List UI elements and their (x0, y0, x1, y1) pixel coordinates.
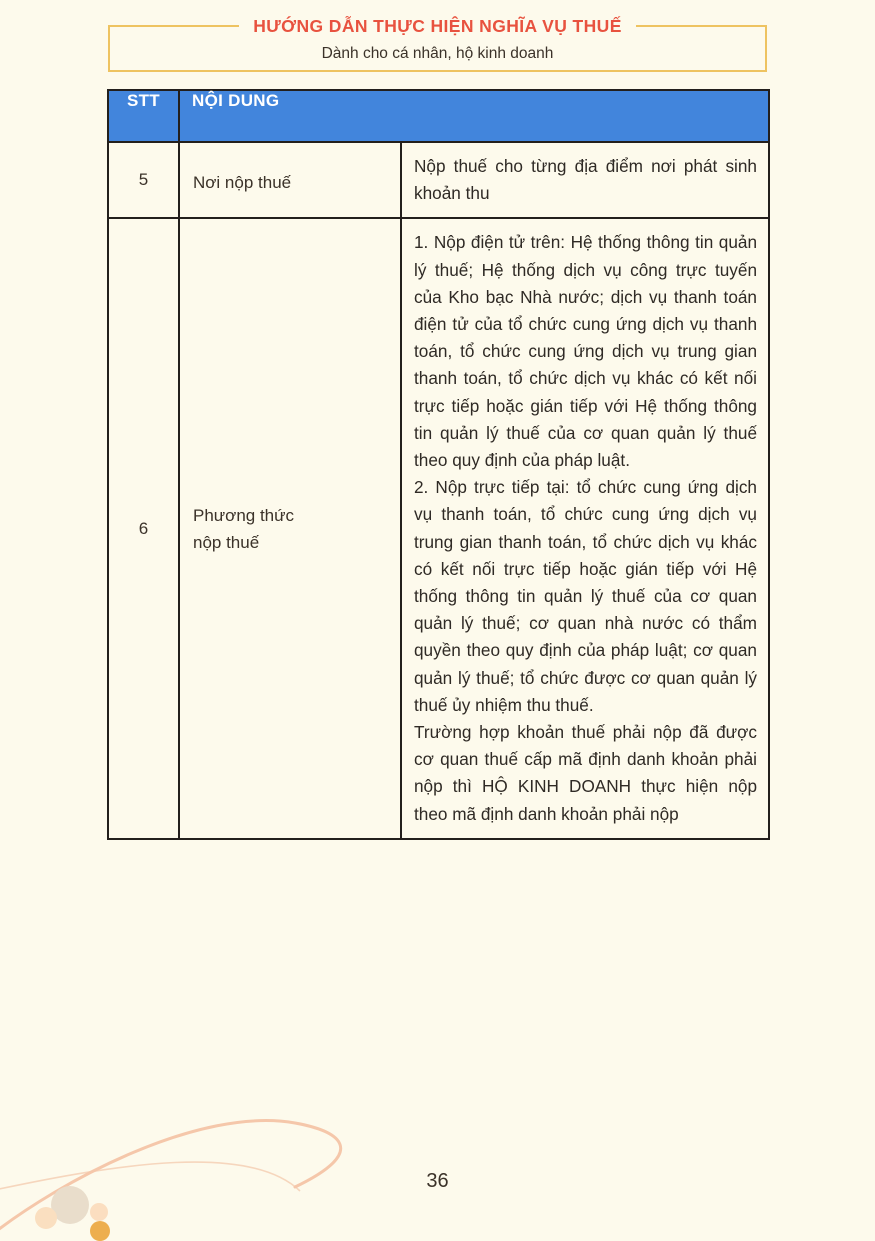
page-title-text: HƯỚNG DẪN THỰC HIỆN NGHĨA VỤ THUẾ (239, 16, 636, 36)
decorative-dot-medium (35, 1207, 57, 1229)
content-paragraph: Trường hợp khoản thuế phải nộp đã được cơ quan thuế cấp mã định danh khoản phải nộp thì HỘ KINH DOANH thực hiện nộp theo mã định danh khoản phải nộp (414, 722, 757, 824)
row-label-line-1: Phương thức (193, 505, 295, 525)
row-content (401, 218, 769, 838)
page-number: 36 (426, 1170, 449, 1192)
page-subtitle: Dành cho cá nhân, hộ kinh doanh (321, 45, 554, 62)
table-row (108, 142, 769, 218)
row-content (401, 142, 769, 218)
column-header-stt: STT (108, 90, 179, 142)
column-header-noidung: NỘI DUNG (179, 90, 769, 142)
row-number: 5 (108, 142, 179, 218)
content-paragraph: Nộp thuế cho từng địa điểm nơi phát sinh khoản thu (414, 156, 757, 204)
row-number: 6 (108, 218, 179, 838)
decorative-dot-accent (90, 1221, 110, 1241)
row-label: Nơi nộp thuế (179, 142, 401, 218)
row-label-line-2: nộp thuế (193, 532, 260, 552)
table-row (108, 218, 769, 838)
content-paragraph: 2. Nộp trực tiếp tại: tổ chức cung ứng dịch vụ thanh toán, tổ chức cung ứng dịch vụ trung gian thanh toán, tổ chức dịch vụ khác có kết nối trực tiếp hoặc gián tiếp với Hệ thống thông tin quản lý thuế của cơ quan quản lý thuế; cơ quan nhà nước có thẩm quyền theo quy định của pháp luật; cơ quan quản lý thuế; tổ chức được cơ quan quản lý thuế ủy nhiệm thu thuế. (414, 477, 757, 715)
decorative-dot-small (90, 1203, 108, 1221)
page-title (0, 16, 875, 37)
tax-obligation-table (107, 89, 770, 840)
table-header-row (108, 90, 769, 142)
row-label (179, 218, 401, 838)
footer-decoration (0, 1051, 440, 1241)
content-paragraph: 1. Nộp điện tử trên: Hệ thống thông tin quản lý thuế; Hệ thống dịch vụ công trực tuyến của Kho bạc Nhà nước; dịch vụ thanh toán điện tử của tổ chức cung ứng dịch vụ thanh toán, tổ chức cung ứng dịch vụ trung gian thanh toán, tổ chức dịch vụ khác có kết nối trực tiếp hoặc gián tiếp với Hệ thống thông tin quản lý thuế của cơ quan quản lý thuế theo quy định của pháp luật. (414, 232, 757, 471)
